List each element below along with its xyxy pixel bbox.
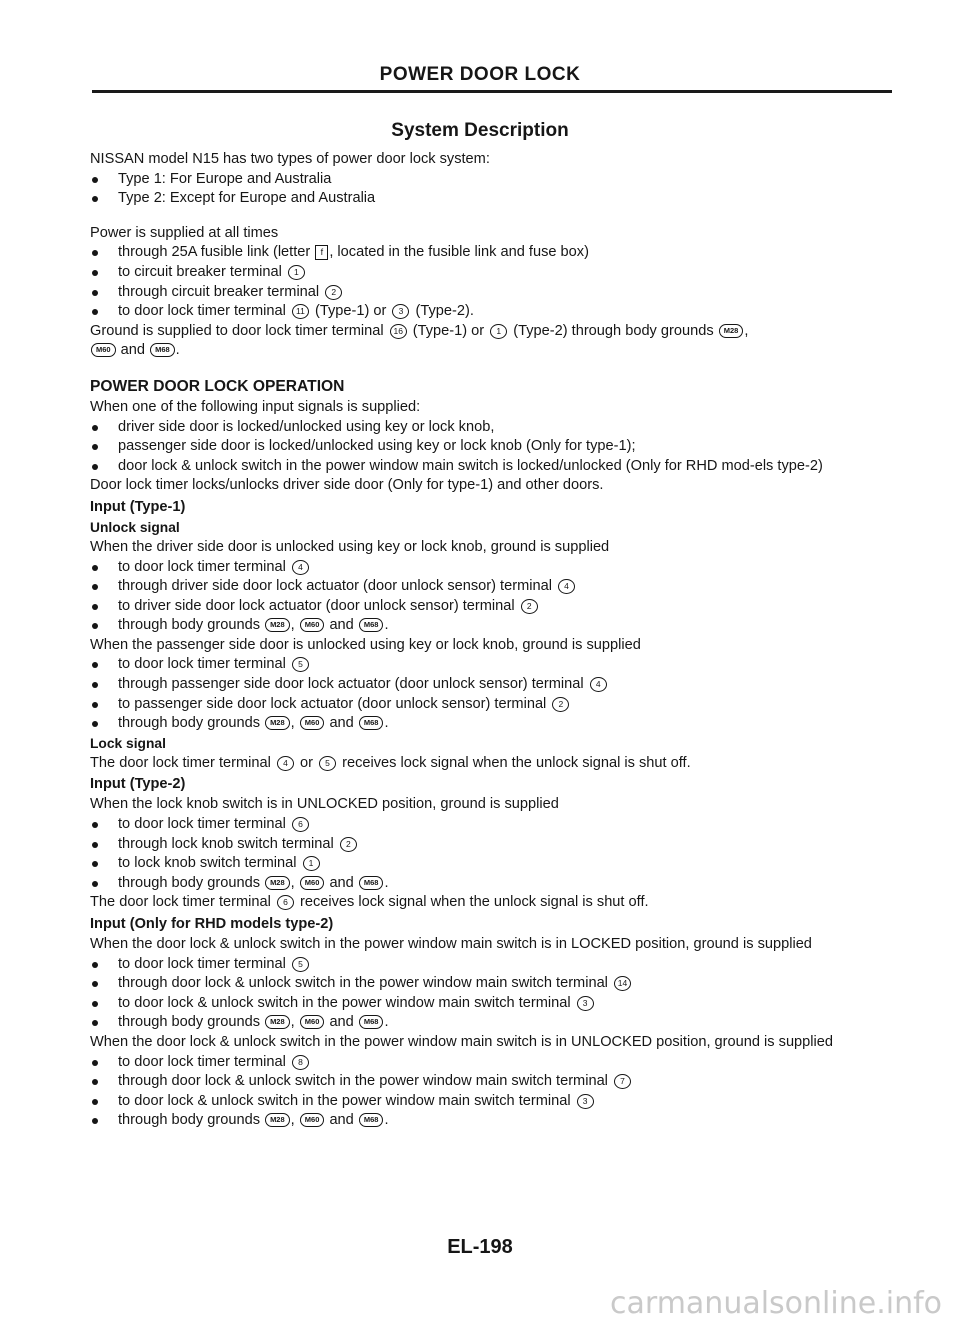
passenger-bullet: through passenger side door lock actuator (door unlock sensor) terminal 4 [90,675,910,695]
terminal-number: 4 [558,579,575,594]
power-bullet: through 25A fusible link (letter f , located in the fusible link and fuse box) [90,243,910,263]
terminal-number: 3 [577,1094,594,1109]
type2-bullet: to door lock timer terminal 6 [90,815,910,835]
operation-outro: Door lock timer locks/unlocks driver side door (Only for type-1) and other doors. [90,477,604,494]
intro-bullet: Type 1: For Europe and Australia [90,170,910,190]
operation-heading: POWER DOOR LOCK OPERATION [90,377,345,395]
passenger-bullet: through body grounds M28 , M60 and M68 . [90,714,910,734]
terminal-number: 1 [288,265,305,280]
ground-icon: M60 [300,716,325,730]
terminal-number: 4 [292,560,309,575]
passenger-bullet: to door lock timer terminal 5 [90,655,910,675]
ground-icon: M28 [265,1015,290,1029]
ground-icon: M28 [719,324,744,338]
page-header-title: POWER DOOR LOCK [379,64,581,85]
watermark-text: carmanualsonline.info [610,1286,942,1321]
terminal-number: 5 [292,957,309,972]
ground-icon: M60 [300,876,325,890]
type2-bullet: through body grounds M28 , M60 and M68 . [90,874,910,894]
lock-signal-text: The door lock timer terminal 4 or 5 receives lock signal when the unlock signal is shut off. [90,754,691,771]
terminal-number: 3 [577,996,594,1011]
type2-bullet: through lock knob switch terminal 2 [90,835,910,855]
type2-bullet: to lock knob switch terminal 1 [90,854,910,874]
ground-icon: M60 [300,618,325,632]
terminal-number: 2 [552,697,569,712]
unlock-signal-heading: Unlock signal [90,519,180,535]
terminal-number: 2 [521,599,538,614]
rhd-unlocked-bullet: to door lock & unlock switch in the power window main switch terminal 3 [90,1092,910,1112]
power-bullet: through circuit breaker terminal 2 [90,283,910,303]
driver-bullet: to door lock timer terminal 4 [90,558,910,578]
terminal-number: 1 [490,324,507,339]
intro-text: NISSAN model N15 has two types of power door lock system: [90,151,490,167]
lock-signal-heading: Lock signal [90,735,166,751]
ground-icon: M68 [359,618,384,632]
fuse-letter-box: f [315,245,328,260]
terminal-number: 6 [292,817,309,832]
rhd-heading: Input (Only for RHD models type-2) [90,916,334,932]
header-rule [92,90,892,93]
page-number: EL-198 [447,1236,513,1258]
operation-intro: When one of the following input signals is supplied: [90,398,421,415]
driver-bullet: through body grounds M28 , M60 and M68 . [90,616,910,636]
terminal-number: 7 [614,1074,631,1089]
terminal-number: 4 [590,677,607,692]
driver-bullet: to driver side door lock actuator (door unlock sensor) terminal 2 [90,597,910,617]
rhd-locked-bullet: through body grounds M28 , M60 and M68 . [90,1013,910,1033]
ground-icon: M60 [300,1015,325,1029]
terminal-number: 2 [340,837,357,852]
rhd-locked-bullet: to door lock timer terminal 5 [90,955,910,975]
terminal-number: 2 [325,285,342,300]
ground-icon: M60 [91,343,116,357]
ground-icon: M68 [359,876,384,890]
operation-bullet: door lock & unlock switch in the power window main switch is locked/unlocked (Only for RHD mod-els type-2) [90,457,910,477]
ground-icon: M28 [265,618,290,632]
rhd-unlocked-bullet: through door lock & unlock switch in the power window main switch terminal 7 [90,1072,910,1092]
ground-icon: M68 [359,1015,384,1029]
terminal-number: 5 [292,657,309,672]
rhd-locked-bullet: through door lock & unlock switch in the power window main switch terminal 14 [90,974,910,994]
rhd-locked-bullet: to door lock & unlock switch in the power window main switch terminal 3 [90,994,910,1014]
driver-bullet: through driver side door lock actuator (door unlock sensor) terminal 4 [90,577,910,597]
operation-bullet: passenger side door is locked/unlocked using key or lock knob (Only for type-1); [90,437,910,457]
power-bullet: to circuit breaker terminal 1 [90,263,910,283]
rhd-unlocked-bullet: through body grounds M28 , M60 and M68 . [90,1111,910,1131]
terminal-number: 1 [303,856,320,871]
type2-heading: Input (Type-2) [90,776,186,793]
operation-bullet: driver side door is locked/unlocked using key or lock knob, [90,418,910,438]
terminal-number: 16 [390,324,407,339]
type2-outro: The door lock timer terminal 6 receives lock signal when the unlock signal is shut off. [90,894,649,911]
power-intro: Power is supplied at all times [90,224,279,241]
ground-icon: M28 [265,716,290,730]
passenger-bullet: to passenger side door lock actuator (door unlock sensor) terminal 2 [90,695,910,715]
document-body [90,150,910,1131]
ground-icon: M28 [265,1113,290,1127]
power-bullet: to door lock timer terminal 11 (Type-1) or 3 (Type-2). [90,302,910,322]
type1-heading: Input (Type-1) [90,498,186,515]
terminal-number: 5 [319,756,336,771]
terminal-number: 3 [392,304,409,319]
intro-bullet: Type 2: Except for Europe and Australia [90,189,910,209]
ground-text: Ground is supplied to door lock timer terminal 16 (Type-1) or 1 (Type-2) through body grounds M28 , M60 and M68 . [90,322,749,359]
rhd-unlocked-bullet: to door lock timer terminal 8 [90,1053,910,1073]
ground-icon: M28 [265,876,290,890]
ground-icon: M68 [359,1113,384,1127]
rhd-locked-intro: When the door lock & unlock switch in the power window main switch is in LOCKED position, ground is supplied [90,936,812,952]
terminal-number: 14 [614,976,631,991]
terminal-number: 11 [292,304,309,319]
terminal-number: 8 [292,1055,309,1070]
section-title: System Description [391,120,569,141]
ground-icon: M68 [359,716,384,730]
terminal-number: 6 [277,895,294,910]
passenger-unlock-intro: When the passenger side door is unlocked using key or lock knob, ground is supplied [90,636,641,653]
type2-intro: When the lock knob switch is in UNLOCKED position, ground is supplied [90,796,559,813]
terminal-number: 4 [277,756,294,771]
ground-icon: M60 [300,1113,325,1127]
ground-icon: M68 [150,343,175,357]
rhd-unlocked-intro: When the door lock & unlock switch in the power window main switch is in UNLOCKED position, ground is supplied [90,1033,834,1050]
driver-unlock-intro: When the driver side door is unlocked using key or lock knob, ground is supplied [90,538,610,555]
